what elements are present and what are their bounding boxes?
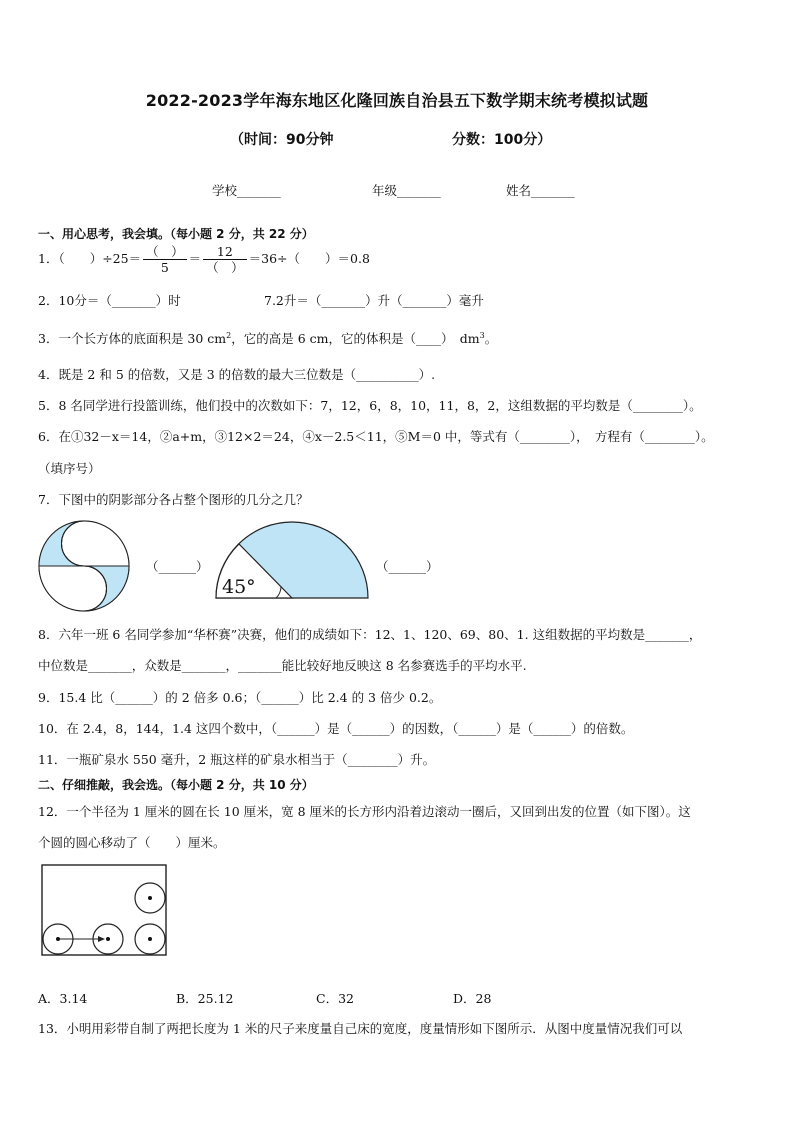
center-moving [106,937,110,941]
question-3 [38,329,497,347]
q7-answer-2[interactable]: （______） [376,559,439,574]
rectangle [42,865,166,955]
option-d[interactable]: D．28 [453,991,492,1006]
question-8b: 中位数是_______，众数是_______，_______能比较好地反映这 8 名参赛选手的平均水平. [38,658,527,673]
center-corner [148,937,152,941]
q1-f1-numerator: （ ） [143,244,187,260]
q1-f2-denominator: （ ） [206,260,244,275]
question-6: 6．在①32－x＝14，②a+m，③12×2＝24，④x－2.5＜11，⑤M＝0 中，等式有（________）， 方程有（________）。 [38,429,714,444]
question-10: 10．在 2.4，8，144，1.4 这四个数中，（______）是（______）的因数，（______）是（______）的倍数。 [38,721,634,736]
center-start [56,937,60,941]
grade-field[interactable]: 年级_______ [372,183,441,198]
petal-bottom-left [39,566,107,611]
question-13: 13．小明用彩带自制了两把长度为 1 米的尺子来度量自己床的宽度，度量情形如下图所示．从图中度量情况我们可以 [38,1021,683,1036]
q1-pre: 1．（ ）÷25＝ [38,251,142,266]
q3-sup-2: 2 [226,330,232,340]
q3-part-b: ，它的高是 6 cm，它的体积是（____） dm [231,331,480,346]
question-12a: 12．一个半径为 1 厘米的圆在长 10 厘米，宽 8 厘米的长方形内沿着边滚动一圈后，又回到出发的位置（如下图）。这 [38,804,691,819]
question-8a: 8．六年一班 6 名同学参加“华杯赛”决赛，他们的成绩如下：12、1、120、69、80、1. 这组数据的平均数是_______， [38,627,702,642]
exam-time: （时间：90分钟 [230,132,334,148]
section-2-heading: 二、仔细推敲，我会选。（每小题 2 分，共 10 分） [38,778,314,792]
arrow-head [98,936,105,942]
q1-post: ＝36÷（ ）＝0.8 [248,251,370,266]
angle-label: 45° [222,576,256,598]
q1-fraction-2 [203,244,247,275]
school-field[interactable]: 学校_______ [212,183,281,198]
question-4: 4．既是 2 和 5 的倍数，又是 3 的倍数的最大三位数是（__________）. [38,367,436,382]
q1-f1-denominator: 5 [160,260,169,275]
question-5: 5．8 名同学进行投篮训练，他们投中的次数如下：7，12，6，8，10，11，8，2，这组数据的平均数是（________）。 [38,398,702,413]
question-12b: 个圆的圆心移动了（ ）厘米。 [38,835,226,850]
q1-eq: ＝ [188,251,202,266]
question-6-note: （填序号） [38,461,101,476]
q3-sup-3: 3 [479,330,485,340]
question-2b: 7.2升＝（_______）升（_______）毫升 [264,293,484,308]
section-1-heading: 一、用心思考，我会填。（每小题 2 分，共 22 分） [38,227,314,241]
center-up [148,896,152,900]
q1-f2-numerator: 12 [203,244,247,260]
q7-answer-1[interactable]: （______） [146,559,209,574]
petal-top-right [62,521,130,566]
question-11: 11．一瓶矿泉水 550 毫升，2 瓶这样的矿泉水相当于（________）升。 [38,752,436,767]
question-9: 9．15.4 比（______）的 2 倍多 0.6；（______）比 2.4 的 3 倍少 0.2。 [38,690,442,705]
q7-semicircle-figure [214,518,370,600]
question-7: 7．下图中的阴影部分各占整个图形的几分之几？ [38,492,309,507]
q7-circle-figure [36,520,146,612]
option-b[interactable]: B．25.12 [176,991,234,1006]
q12-rectangle-figure [38,862,170,958]
q3-part-c: 。 [484,331,498,346]
name-field[interactable]: 姓名_______ [506,183,575,198]
question-2a: 2．10分＝（_______）时 [38,293,181,308]
q1-fraction-1 [143,244,187,275]
page-title: 2022-2023学年海东地区化隆回族自治县五下数学期末统考模拟试题 [145,91,649,110]
option-c[interactable]: C．32 [316,991,354,1006]
exam-score: 分数：100分） [452,132,552,148]
option-a[interactable]: A．3.14 [38,991,88,1006]
question-1 [38,244,370,275]
q3-part-a: 3．一个长方体的底面积是 30 cm [38,331,227,346]
